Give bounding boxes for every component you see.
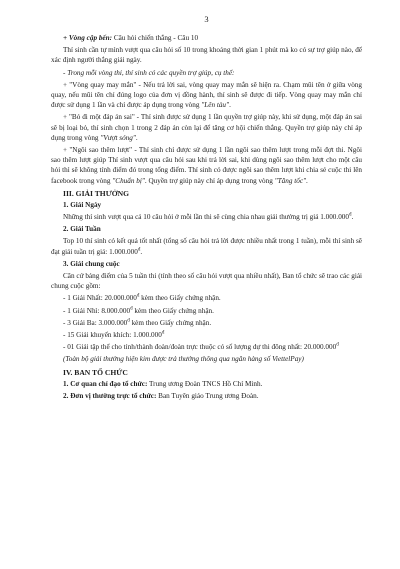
daily-prize-heading: 1. Giải Ngày	[63, 200, 102, 209]
help-extra-star-text: + "Ngôi sao thêm lượt" - Thí sinh chỉ được sử dụng 1 lần ngôi sao thêm lượt trong mỗi đợt thi. Ngôi sao thêm lượt giúp Thí sinh vượt qua câu hỏi sau khi trả lời sai, khi dùng ngôi sao thêm lượt cho một câu hỏi thì sẽ không tính điểm đó trong tổng điểm. Thí sinh có được ngôi sao thêm lượt khi chia sẻ cuộc thi lên facebook trong vòng	[51, 146, 362, 185]
help-lucky-wheel-round: "Lên tàu"	[201, 101, 230, 110]
help-extra-star	[51, 145, 362, 186]
help-lucky-wheel-text: + "Vòng quay may mắn" - Nếu trả lời sai, vòng quay may mắn sẽ hiện ra. Chạm mũi tên ở giữa vòng quay, nếu mũi tên chỉ đúng logo của đơn vị đồng hành, thí sinh sẽ được đi tiếp. Vòng quay may mắn chỉ được sử dụng 1 lần và chỉ được áp dụng trong vòng	[51, 80, 362, 110]
prize-second-text: - 1 Giải Nhì: 8.000.000	[63, 306, 131, 315]
prize-first-text: - 1 Giải Nhất: 20.000.000	[63, 294, 137, 303]
help-remove-answer	[51, 112, 362, 143]
daily-prize-end: .	[351, 213, 354, 222]
round-final-heading	[51, 33, 362, 43]
prize-second-cert: kèm theo Giấy chứng nhận.	[132, 306, 214, 315]
currency-mark: đ	[161, 330, 165, 336]
final-prize-paragraph: Căn cứ bảng điểm của 5 tuần thi (tính theo số câu hỏi vượt qua nhiều nhất), Ban tổ chức sẽ trao các giải chung cuộc gồm:	[51, 272, 362, 291]
help-extra-star-round2: "Tăng tốc"	[274, 176, 307, 185]
help-remove-answer-round: "Vượt sóng"	[100, 133, 136, 142]
section-organizers-heading: IV. BAN TỔ CHỨC	[63, 367, 128, 377]
daily-prize-paragraph	[51, 212, 362, 222]
prize-collective	[51, 342, 362, 352]
organizer-standing	[51, 391, 362, 401]
weekly-prize-paragraph	[51, 236, 362, 256]
final-prize-heading: 3. Giải chung cuộc	[63, 259, 120, 268]
prize-first-cert: kèm theo Giấy chứng nhận.	[139, 294, 221, 303]
organizer-standing-label: 2. Đơn vị thường trực tổ chức:	[63, 391, 157, 400]
prize-payment-note: (Toàn bộ giải thưởng hiện kim được trả thưởng thông qua ngân hàng số ViettelPay)	[63, 355, 304, 364]
organizer-directing-label: 1. Cơ quan chỉ đạo tổ chức:	[63, 379, 148, 388]
currency-mark: đ	[136, 294, 140, 300]
prize-first	[51, 293, 362, 303]
currency-mark: đ	[348, 212, 352, 218]
organizer-standing-text: Ban Tuyên giáo Trung ương Đoàn.	[156, 391, 259, 400]
help-remove-answer-text: + "Bỏ đi một đáp án sai" - Thí sinh được sử dụng 1 lần quyền trợ giúp này, khi sử dụng, một đáp án sai sẽ bị loại bỏ, thí sinh chọn 1 trong 2 đáp án còn lại để tăng cơ hội chiến thắng. Quyền trợ giúp này chỉ áp dụng trong vòng	[51, 113, 362, 142]
help-extra-star-text2: . Quyền trợ giúp này chỉ áp dụng trong vòng	[144, 176, 275, 185]
help-lucky-wheel	[51, 80, 362, 111]
weekly-prize-heading: 2. Giải Tuần	[63, 225, 101, 234]
help-extra-star-end: .	[306, 176, 308, 185]
prize-collective-text: - 01 Giải tập thể cho tỉnh/thành đoàn/đoàn trực thuộc có số lượng dự thi đông nhất: 20.000.000	[63, 343, 337, 352]
organizer-directing	[51, 379, 362, 389]
currency-mark: đ	[127, 318, 130, 324]
prize-second	[51, 306, 362, 316]
weekly-prize-text: Top 10 thí sinh có kết quả tốt nhất (tổng số câu hỏi trả lời được nhiều nhất trong 1 tuần), mỗi thí sinh sẽ đạt giải tuần trị giá: 1.000.000	[51, 237, 362, 256]
help-lucky-wheel-end: .	[229, 101, 231, 110]
round-final-label: + Vòng cập bến:	[63, 34, 113, 42]
weekly-prize-end: .	[140, 247, 143, 256]
help-extra-star-round1: "Chuẩn bị"	[112, 176, 145, 185]
round-final-paragraph: Thí sinh cần tự mình vượt qua câu hỏi số 10 trong khoảng thời gian 1 phút mà ko có sự trợ giúp nào, để xác định người thắng giải ngày.	[51, 46, 362, 65]
help-remove-answer-end: .	[135, 133, 138, 142]
prize-encouragement-text: - 15 Giải khuyến khích: 1.000.000	[63, 331, 162, 340]
currency-mark: đ	[130, 306, 133, 312]
currency-mark: đ	[336, 342, 339, 348]
page-number: 3	[204, 14, 209, 24]
round-final-text: Câu hỏi chiến thắng - Câu 10	[112, 34, 199, 42]
organizer-directing-text: Trung ương Đoàn TNCS Hồ Chí Minh.	[147, 379, 263, 388]
prize-third-text: - 3 Giải Ba: 3.000.000	[63, 318, 128, 327]
prize-third	[51, 318, 362, 328]
prize-encouragement	[51, 330, 362, 340]
daily-prize-text: Những thí sinh vượt qua cả 10 câu hỏi ở mỗi lần thi sẽ cùng chia nhau giải thưởng trị giá 1.000.000	[63, 213, 349, 222]
helps-intro: - Trong mỗi vòng thi, thí sinh có các quyền trợ giúp, cụ thể:	[63, 68, 235, 77]
section-prizes-heading: III. GIẢI THƯỞNG	[63, 188, 130, 198]
prize-third-cert: kèm theo Giấy chứng nhận.	[129, 318, 212, 327]
currency-mark: đ	[137, 247, 141, 253]
